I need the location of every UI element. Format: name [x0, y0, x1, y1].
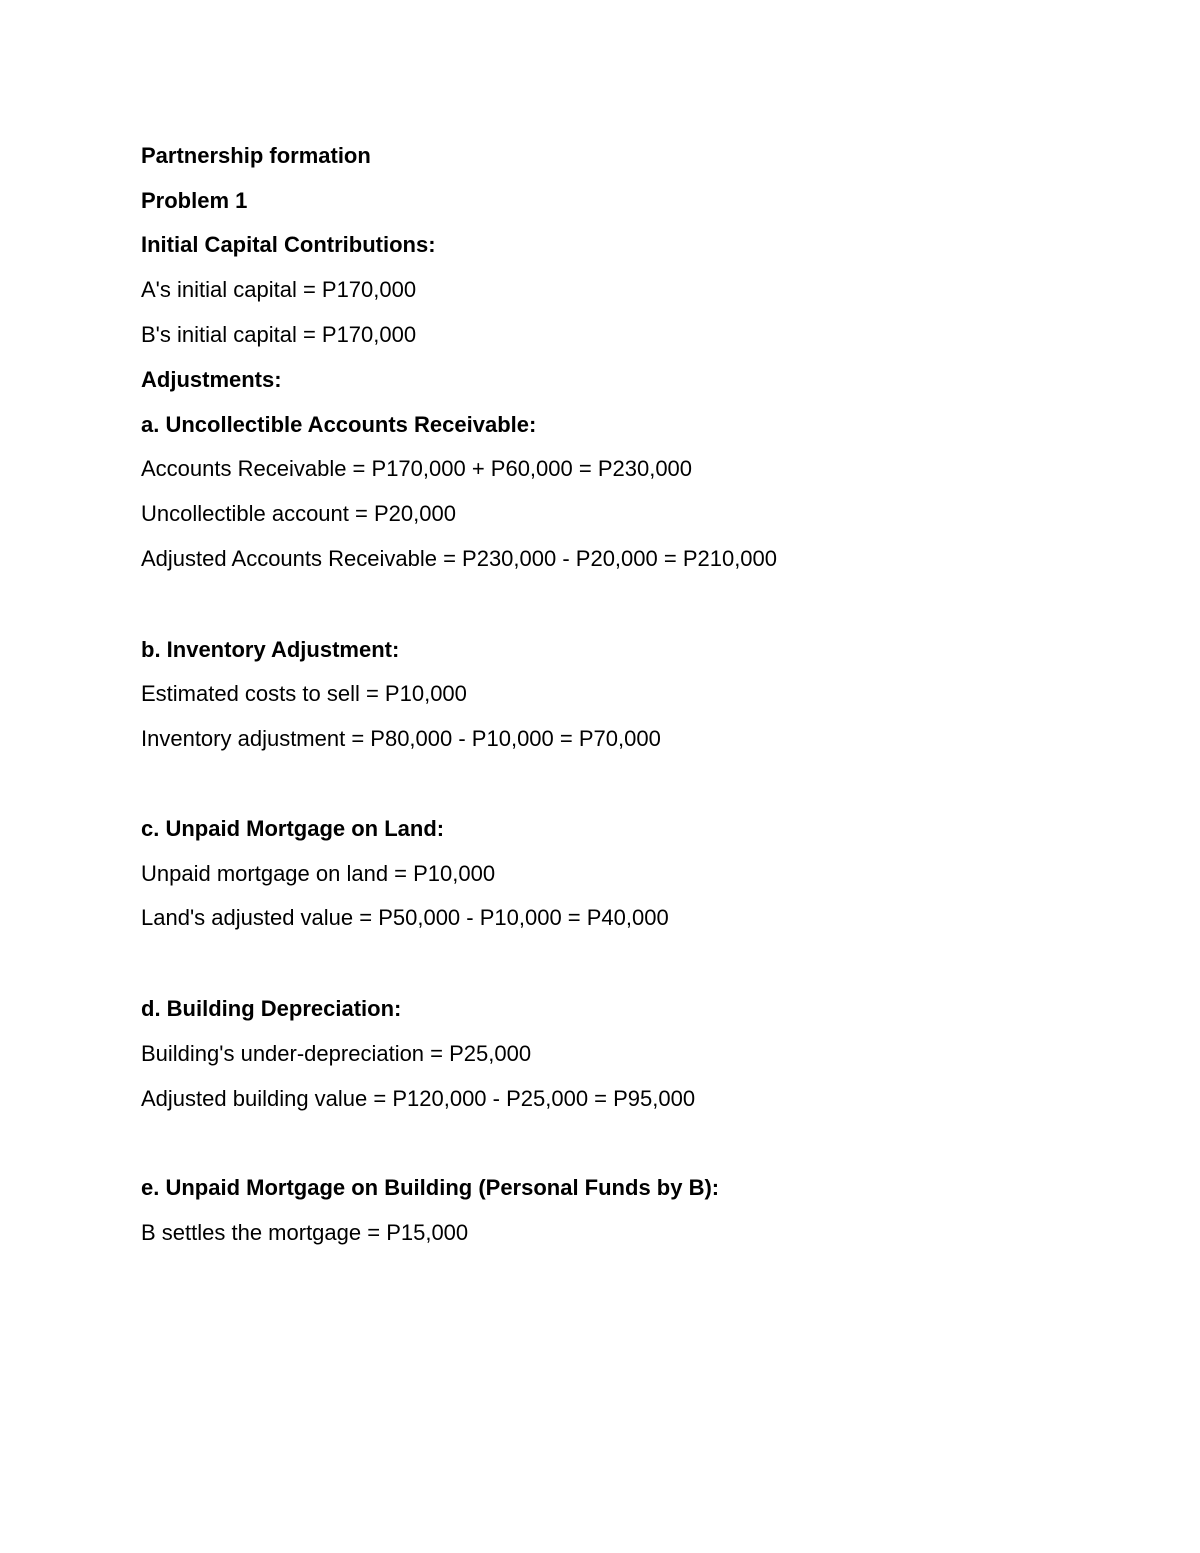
document-title: Partnership formation [141, 143, 371, 168]
section-a-heading: a. Uncollectible Accounts Receivable: [141, 412, 537, 437]
section-e-heading: e. Unpaid Mortgage on Building (Personal Funds by B): [141, 1175, 720, 1200]
section-d-heading: d. Building Depreciation: [141, 996, 402, 1021]
section-a-line-2: Uncollectible account = P20,000 [141, 501, 456, 526]
section-e-line-1: B settles the mortgage = P15,000 [141, 1220, 469, 1245]
section-b-line-2: Inventory adjustment = P80,000 - P10,000 = P70,000 [141, 726, 661, 751]
problem-label: Problem 1 [141, 188, 248, 213]
section-a-line-1: Accounts Receivable = P170,000 + P60,000 = P230,000 [141, 456, 693, 481]
initial-capital-heading: Initial Capital Contributions: [141, 232, 436, 257]
section-d-line-2: Adjusted building value = P120,000 - P25,000 = P95,000 [141, 1086, 696, 1111]
section-c-heading: c. Unpaid Mortgage on Land: [141, 816, 445, 841]
section-c-line-2: Land's adjusted value = P50,000 - P10,000 = P40,000 [141, 905, 669, 930]
adjustments-heading: Adjustments: [141, 367, 282, 392]
section-b-heading: b. Inventory Adjustment: [141, 637, 400, 662]
initial-capital-b: B's initial capital = P170,000 [141, 322, 417, 347]
initial-capital-a: A's initial capital = P170,000 [141, 277, 417, 302]
section-a-line-3: Adjusted Accounts Receivable = P230,000 - P20,000 = P210,000 [141, 546, 778, 571]
section-c-line-1: Unpaid mortgage on land = P10,000 [141, 861, 496, 886]
section-d-line-1: Building's under-depreciation = P25,000 [141, 1041, 532, 1066]
section-b-line-1: Estimated costs to sell = P10,000 [141, 681, 467, 706]
